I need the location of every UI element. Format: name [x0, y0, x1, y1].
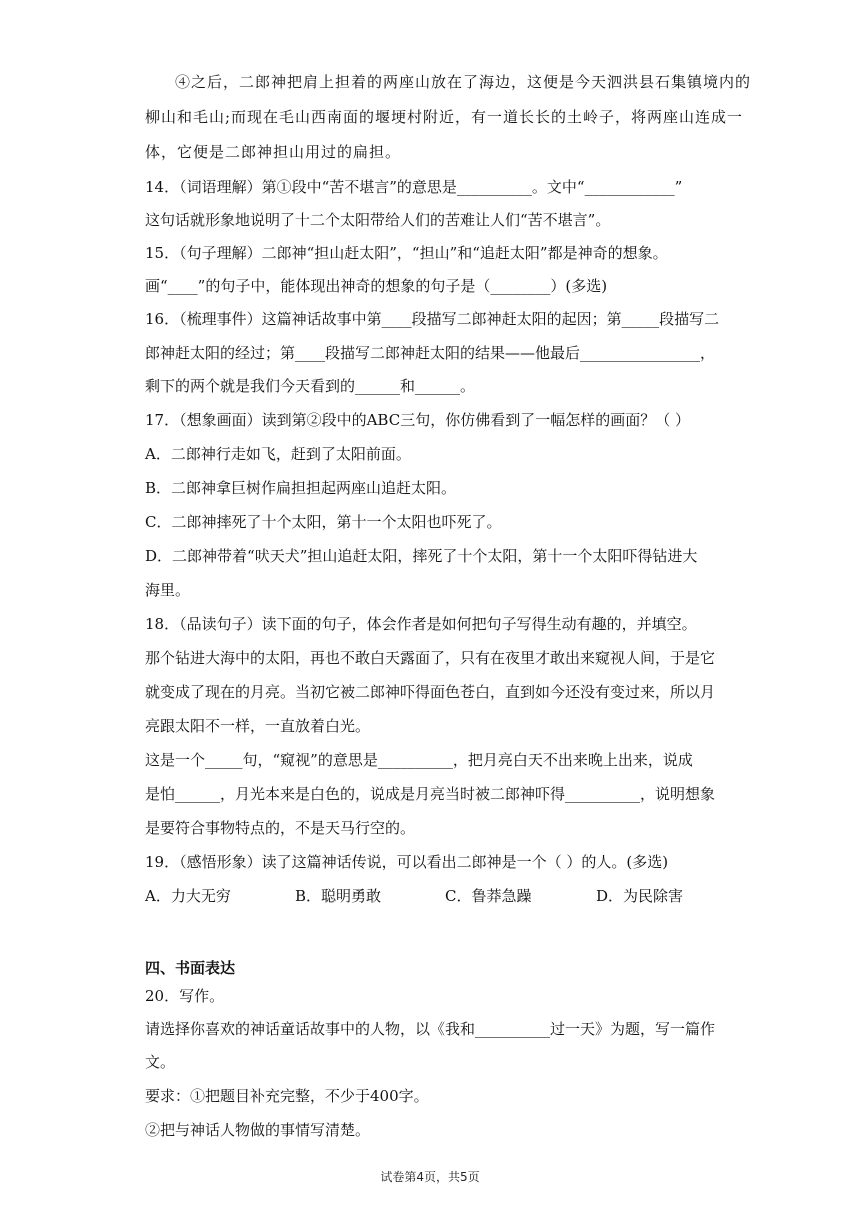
question-17-stem: 17．（想象画面）读到第②段中的ABC三句，你仿佛看到了一幅怎样的画面？（ ） [145, 411, 690, 429]
section-title: 四、书面表达 [145, 959, 236, 977]
passage-line: 体，它便是二郎神担山用过的扁担。 [145, 143, 402, 161]
passage-line: 柳山和毛山;而现在毛山西南面的堰埂村附近，有一道长长的土岭子，将两座山连成一 [145, 108, 744, 126]
passage-line: ④之后，二郎神把肩上担着的两座山放在了海边，这便是今天泗洪县石集镇境内的 [175, 73, 752, 91]
question-18-line: 这是一个_____句，“窥视”的意思是__________，把月亮白天不出来晚上出来，说成 [145, 751, 693, 769]
question-20-line: 请选择你喜欢的神话童话故事中的人物，以《我和__________过一天》为题，写一篇作 [145, 1020, 716, 1038]
question-20-line: ②把与神话人物做的事情写清楚。 [145, 1121, 371, 1139]
question-20-line: 文。 [145, 1053, 176, 1071]
page-footer: 试卷第4页，共5页 [380, 1170, 480, 1184]
question-17-option: C．二郎神摔死了十个太阳，第十一个太阳也吓死了。 [145, 513, 502, 531]
question-20-line: 20．写作。 [145, 987, 225, 1005]
question-19-option-d: D．为民除害 [596, 887, 684, 905]
question-19-option-a: A．力大无穷 [145, 887, 231, 905]
question-19-stem: 19．（感悟形象）读了这篇神话传说，可以看出二郎神是一个（ ）的人。(多选) [145, 853, 669, 871]
question-17-option: B．二郎神拿巨树作扁担担起两座山追赶太阳。 [145, 479, 457, 497]
question-18-line: 就变成了现在的月亮。当初它被二郎神吓得面色苍白，直到如今还没有变过来，所以月 [145, 683, 716, 701]
question-17-option: D．二郎神带着“吠天犬”担山追赶太阳，摔死了十个太阳，第十一个太阳吓得钻进大 [145, 547, 698, 565]
question-18-line: 那个钻进大海中的太阳，再也不敢白天露面了，只有在夜里才敢出来窥视人间，于是它 [145, 649, 716, 667]
question-20-line: 要求：①把题目补充完整，不少于400字。 [145, 1087, 429, 1105]
question-16-line: 郎神赶太阳的经过；第____段描写二郎神赶太阳的结果——他最后________________， [145, 344, 716, 362]
question-18-line: 是怕______，月光本来是白色的，说成是月亮当时被二郎神吓得__________，说明想象 [145, 785, 716, 803]
question-16-line: 剩下的两个就是我们今天看到的______和______。 [145, 377, 476, 395]
question-19-option-c: C．鲁莽急躁 [445, 887, 532, 905]
question-18-line: 18．（品读句子）读下面的句子，体会作者是如何把句子写得生动有趣的，并填空。 [145, 615, 697, 633]
question-18-line: 亮跟太阳不一样，一直放着白光。 [145, 717, 371, 735]
question-19-option-b: B．聪明勇敢 [295, 887, 382, 905]
question-15-line: 15．（句子理解）二郎神“担山赶太阳”，“担山”和“追赶太阳”都是神奇的想象。 [145, 244, 668, 262]
question-18-line: 是要符合事物特点的，不是天马行空的。 [145, 819, 416, 837]
question-15-line: 画“____”的句子中，能体现出神奇的想象的句子是（________）(多选) [145, 277, 608, 295]
question-16-line: 16．（梳理事件）这篇神话故事中第____段描写二郎神赶太阳的起因；第_____段描写二 [145, 310, 720, 328]
question-17-option: A．二郎神行走如飞，赶到了太阳前面。 [145, 445, 411, 463]
question-14-line: 14．（词语理解）第①段中“苦不堪言”的意思是__________。文中“____________” [145, 178, 683, 196]
question-17-option: 海里。 [145, 581, 191, 599]
question-14-line: 这句话就形象地说明了十二个太阳带给人们的苦难让人们“苦不堪言”。 [145, 211, 611, 229]
